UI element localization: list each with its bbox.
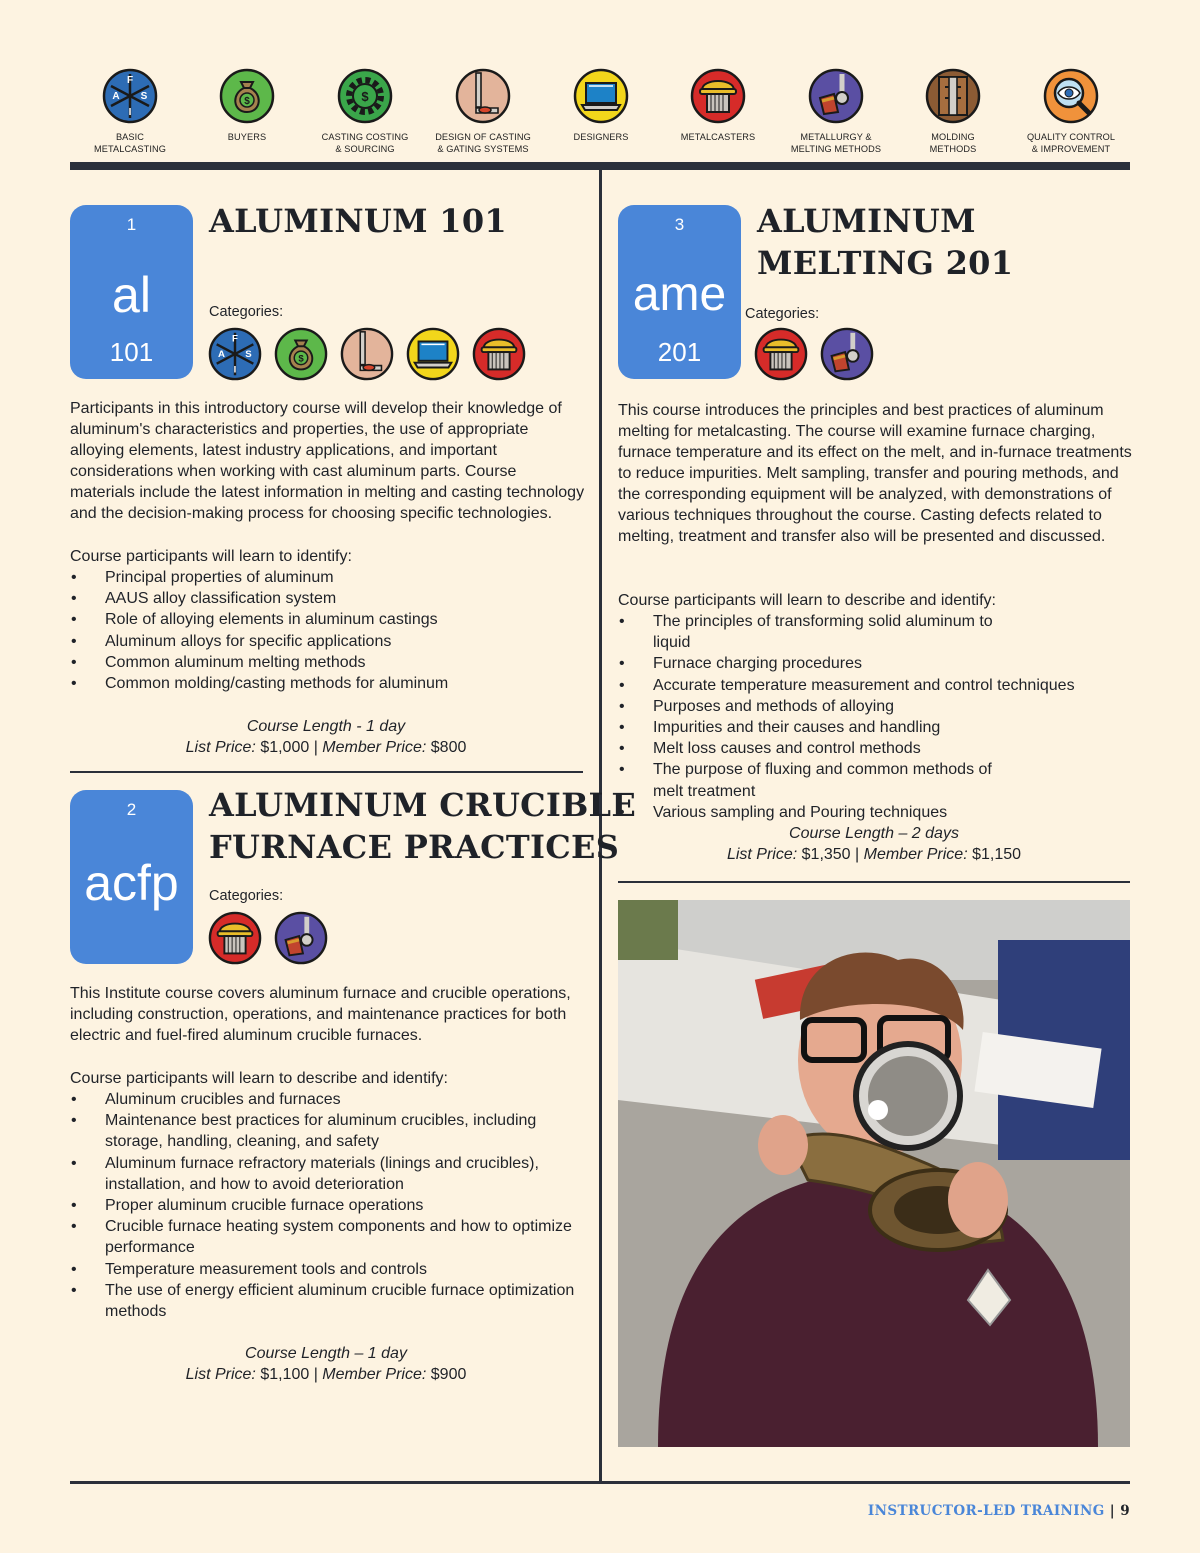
- legend-label: MOLDING METHODS: [929, 132, 977, 154]
- list-item: • Common molding/casting methods for aluminum: [70, 673, 580, 694]
- learn-list: [70, 1089, 585, 1322]
- list-item: • Impurities and their causes and handling: [618, 717, 1013, 738]
- casting-costing-icon: [337, 68, 393, 124]
- quality-icon: [1043, 68, 1099, 124]
- list-item: • The use of energy efficient aluminum crucible furnace optimization methods: [70, 1280, 585, 1322]
- course-pricing: [70, 1343, 582, 1385]
- metallurgy-icon: [820, 327, 874, 381]
- page-number: 9: [1120, 1503, 1130, 1519]
- list-price: $1,000: [260, 739, 310, 756]
- metalcasters-icon: [472, 327, 526, 381]
- legend-label: QUALITY CONTROL & IMPROVEMENT: [1026, 132, 1116, 154]
- course-length: Course Length – 2 days: [789, 825, 959, 842]
- categories-label: Categories:: [209, 304, 284, 320]
- list-price: $1,350: [801, 846, 851, 863]
- course-tile-al: [70, 205, 193, 379]
- legend-quality: [1011, 68, 1131, 155]
- list-item: • Common aluminum melting methods: [70, 652, 580, 673]
- course-title: ALUMINUM 101: [209, 202, 507, 240]
- course-level: 101: [109, 337, 154, 367]
- member-price-label: Member Price:: [863, 846, 968, 863]
- member-price: $900: [430, 1366, 467, 1383]
- legend-label: DESIGN OF CASTING & GATING SYSTEMS: [435, 132, 531, 154]
- course-level: 201: [657, 337, 702, 367]
- list-item: • Purposes and methods of alloying: [618, 696, 1013, 717]
- course-number: 2: [126, 800, 137, 819]
- buyers-icon: [274, 327, 328, 381]
- course-number: 1: [126, 215, 137, 234]
- legend-label: BASIC METALCASTING: [94, 132, 166, 154]
- legend-molding: [893, 68, 1013, 155]
- list-item: • Principal properties of aluminum: [70, 567, 580, 588]
- course-title: [757, 200, 1013, 284]
- course-tile-ame: [618, 205, 741, 379]
- course-length: Course Length – 1 day: [245, 1345, 407, 1362]
- learn-list: [618, 611, 1075, 823]
- category-legend: [70, 68, 1130, 158]
- learn-heading: Course participants will learn to describe and identify:: [70, 1070, 448, 1087]
- list-item: • Aluminum crucibles and furnaces: [70, 1089, 585, 1110]
- list-item: • Various sampling and Pouring techniques: [618, 802, 1013, 823]
- list-item: • The purpose of fluxing and common methods of melt treatment: [618, 759, 1003, 801]
- legend-metalcasters: [658, 68, 778, 144]
- course-description: This course introduces the principles and best practices of aluminum melting for metalcasting. The course will examine furnace charging, furnace temperature and its effect on the melt, and in-furnace treatments to reduce impurities. Melt sampling, transfer and pouring methods, and the corresponding equipment will be analyzed, with demonstrations of various techniques throughout the course. Casting defects related to melting, treatment and transfer also will be presented and discussed.: [618, 402, 1132, 545]
- list-item: • Aluminum furnace refractory materials (linings and crucibles), installation, and how to avoid deterioration: [70, 1153, 585, 1195]
- list-item: • Role of alloying elements in aluminum castings: [70, 609, 580, 630]
- member-price: $1,150: [972, 846, 1022, 863]
- course-length: Course Length - 1 day: [246, 718, 406, 735]
- footer-separator: |: [1104, 1503, 1121, 1519]
- list-item: • Aluminum alloys for specific applications: [70, 631, 580, 652]
- list-price-label: List Price:: [726, 846, 798, 863]
- top-divider: [70, 162, 1130, 170]
- categories-label: Categories:: [209, 888, 284, 904]
- metallurgy-icon: [274, 911, 328, 965]
- member-price-label: Member Price:: [322, 739, 427, 756]
- list-price: $1,100: [260, 1366, 310, 1383]
- course-description: This Institute course covers aluminum furnace and crucible operations, including construction, operations, and maintenance practices for both electric and fuel-fired aluminum crucible furnaces.: [70, 985, 571, 1044]
- course-title-line: FURNACE PRACTICES: [209, 828, 620, 866]
- list-item: • Maintenance best practices for aluminum crucibles, including storage, handling, cleaning, and safety: [70, 1110, 585, 1152]
- metalcasters-icon: [208, 911, 262, 965]
- legend-design-gating: [423, 68, 543, 155]
- learn-list: [70, 567, 580, 694]
- metalcasters-icon: [754, 327, 808, 381]
- course-abbr: ame: [632, 268, 727, 321]
- categories-label: Categories:: [745, 306, 820, 322]
- course-categories: [754, 327, 874, 381]
- learn-heading: Course participants will learn to describe and identify:: [618, 592, 996, 609]
- bottom-divider: [70, 1481, 1130, 1484]
- course-tile-acfp: [70, 790, 193, 964]
- course-categories: [208, 911, 328, 965]
- metallurgy-icon: [808, 68, 864, 124]
- classroom-photo: [618, 900, 1130, 1447]
- section-divider: [618, 881, 1130, 883]
- price-separator: |: [850, 846, 864, 863]
- legend-label: DESIGNERS: [573, 132, 629, 142]
- basic-metalcasting-icon: [208, 327, 262, 381]
- list-item: • The principles of transforming solid aluminum to liquid: [618, 611, 1013, 653]
- legend-basic-metalcasting: [70, 68, 190, 155]
- buyers-icon: [219, 68, 275, 124]
- molding-icon: [925, 68, 981, 124]
- design-gating-icon: [455, 68, 511, 124]
- member-price: $800: [430, 739, 467, 756]
- basic-metalcasting-icon: [102, 68, 158, 124]
- price-separator: |: [309, 739, 323, 756]
- list-price-label: List Price:: [185, 1366, 256, 1383]
- member-price-label: Member Price:: [322, 1366, 427, 1383]
- course-categories: [208, 327, 526, 381]
- list-price-label: List Price:: [185, 739, 256, 756]
- course-title-line: ALUMINUM CRUCIBLE: [209, 786, 637, 824]
- footer-section: INSTRUCTOR-LED TRAINING: [867, 1503, 1105, 1519]
- legend-label: METALCASTERS: [680, 132, 756, 142]
- metalcasters-icon: [690, 68, 746, 124]
- learn-heading: Course participants will learn to identify:: [70, 548, 352, 565]
- list-item: • Furnace charging procedures: [618, 653, 1013, 674]
- course-abbr: acfp: [84, 855, 179, 911]
- course-title-line: MELTING 201: [757, 244, 1014, 282]
- course-description: Participants in this introductory course will develop their knowledge of aluminum's characteristics and properties, the use of appropriate alloying elements, latest industry applications, and important considerations when working with cast aluminum parts. Course materials include the latest information in melting and casting technology and the decision-making process for choosing specific technologies.: [70, 400, 585, 522]
- student-inspecting-casting-image: [618, 900, 1130, 1447]
- legend-designers: [541, 68, 661, 144]
- course-pricing: [618, 823, 1130, 865]
- list-item: • Proper aluminum crucible furnace operations: [70, 1195, 585, 1216]
- page-footer: [868, 1503, 1130, 1519]
- course-number: 3: [674, 215, 685, 234]
- legend-metallurgy: [776, 68, 896, 155]
- list-item: • Temperature measurement tools and controls: [70, 1259, 585, 1280]
- legend-casting-costing: [305, 68, 425, 155]
- legend-label: METALLURGY & MELTING METHODS: [790, 132, 882, 154]
- section-divider: [70, 771, 583, 773]
- list-item: • Crucible furnace heating system components and how to optimize performance: [70, 1216, 585, 1258]
- list-item: • Melt loss causes and control methods: [618, 738, 1013, 759]
- legend-label: BUYERS: [227, 132, 267, 142]
- list-item: • Accurate temperature measurement and control techniques: [618, 675, 1138, 696]
- design-gating-icon: [340, 327, 394, 381]
- course-pricing: [70, 716, 582, 758]
- legend-label: CASTING COSTING & SOURCING: [321, 132, 409, 154]
- designers-icon: [573, 68, 629, 124]
- legend-buyers: [187, 68, 307, 144]
- list-item: • AAUS alloy classification system: [70, 588, 580, 609]
- price-separator: |: [309, 1366, 323, 1383]
- course-title-line: ALUMINUM: [757, 202, 976, 240]
- course-title: [209, 784, 636, 868]
- course-abbr: al: [112, 267, 151, 323]
- designers-icon: [406, 327, 460, 381]
